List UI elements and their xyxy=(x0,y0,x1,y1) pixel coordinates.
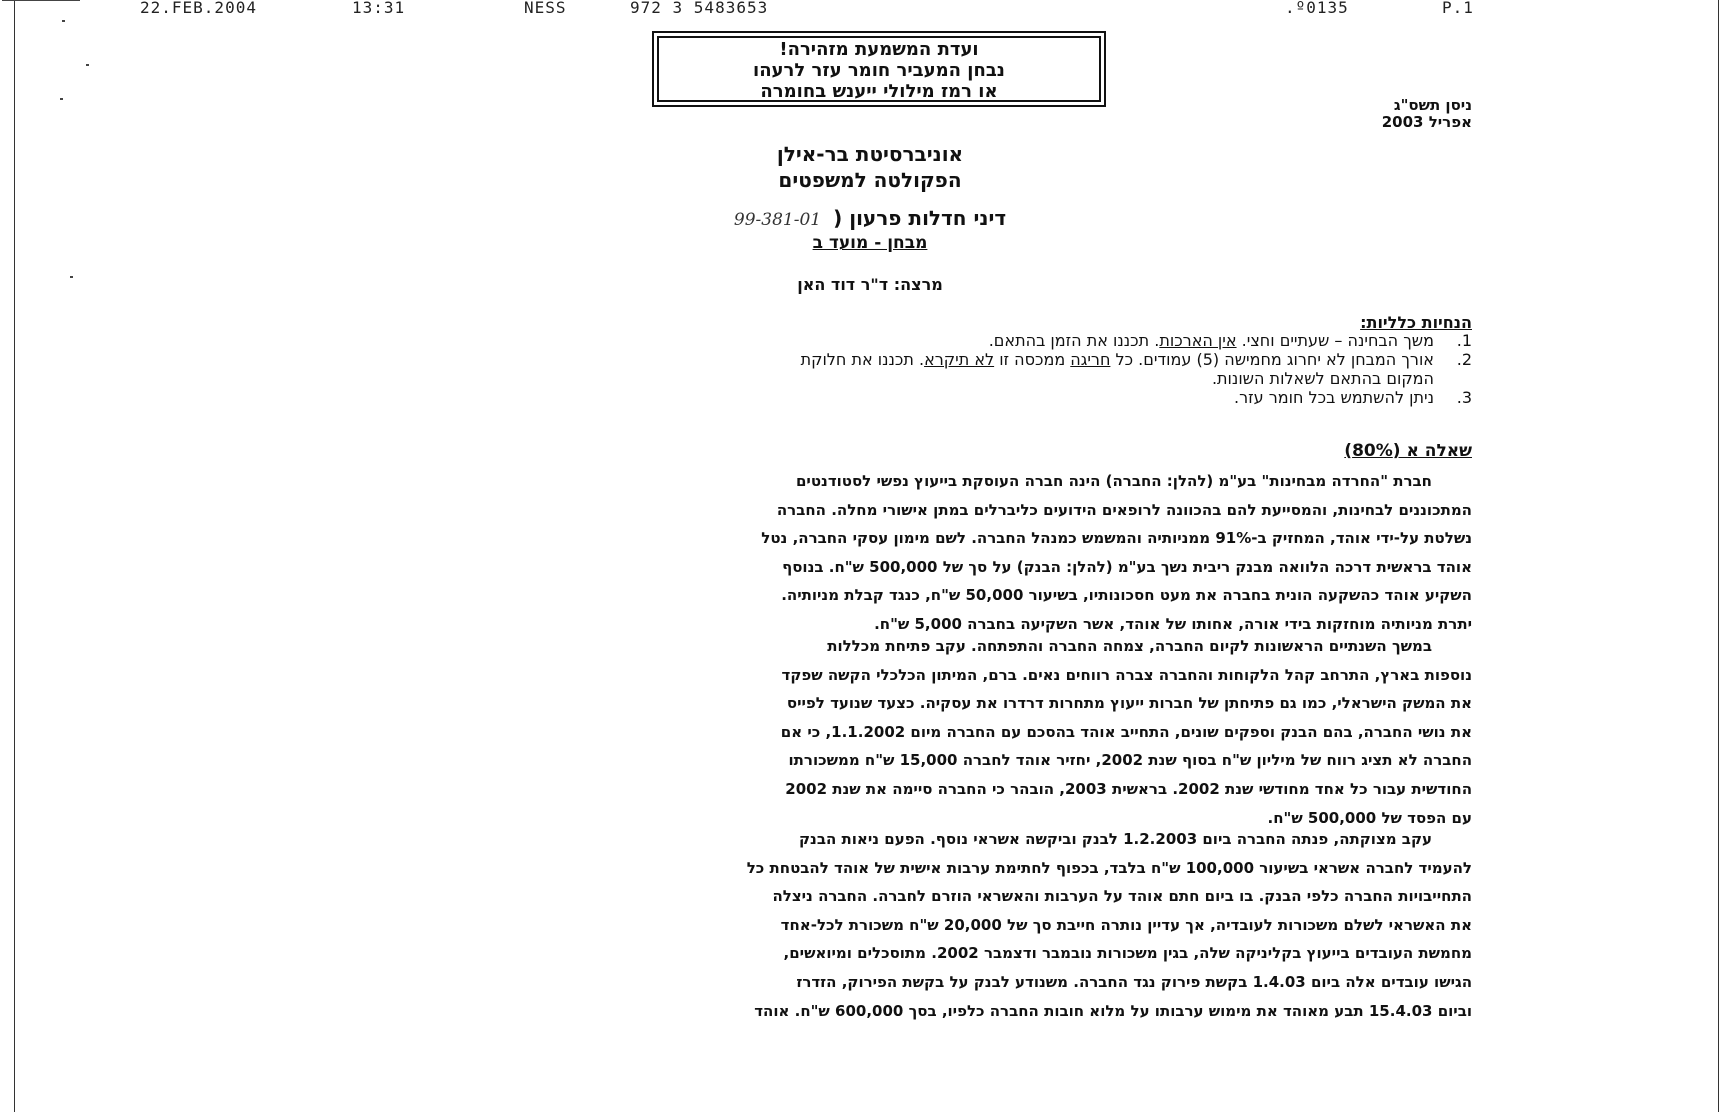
gregorian-date: אפריל 2003 xyxy=(1381,113,1472,131)
question-title: שאלה א (80%) xyxy=(1344,441,1472,461)
paragraph-line: החברה לא תציג רווח של מיליון ש"ח בסוף שנת 2002, יחזיר אוהד לחברה 15,000 ש"ח ממשכורתו xyxy=(788,751,1472,770)
paragraph-line: עקב מצוקתה, פנתה החברה ביום 1.2.2003 לבנק וביקשה אשראי נוסף. הפעם ניאות הבנק xyxy=(798,830,1432,848)
fax-header xyxy=(140,0,1500,16)
paragraph-line: את המשק הישראלי, כמו גם פתיחתן של חברות ייעוץ מתחרות דרדרו את עסקיה. כצעד שנועד לפייס xyxy=(786,694,1472,713)
paragraph-line: במשך השנתיים הראשונות לקיום החברה, צמחה החברה והתפתחה. עקב פתיחת מכללות xyxy=(827,637,1432,655)
item-underlined-text: חריגה xyxy=(1070,350,1111,369)
list-item xyxy=(272,350,1472,388)
question-paragraph xyxy=(296,467,1472,639)
hebrew-date: ניסן תשס"ג xyxy=(1393,96,1472,114)
paragraph-line: נוספות בארץ, התרחב קהל הלקוחות והחברה צברה רווחים נאים. ברם, המיתון הכלכלי הקשה שפקד xyxy=(781,665,1472,684)
fax-ref: .º0135 xyxy=(1285,0,1349,17)
scan-speck xyxy=(86,64,89,66)
paragraph-line: התחייבויות החברה כלפי הבנק. בו ביום חתם אוהד על הערבות והאשראי הוזרם לחברה. החברה ניצלה xyxy=(772,887,1472,906)
date-block xyxy=(1382,97,1472,131)
item-underlined-text: לא תיקרא xyxy=(924,350,995,369)
paragraph-line: וביום 15.4.03 תבע מאוהד את מימוש ערבותו על מלוא חובות החברה כלפיו, בסך 600,000 ש"ח. אוהד xyxy=(754,1001,1472,1020)
warning-stamp-text xyxy=(657,36,1101,102)
paragraph-line: את האשראי לשלם משכורות לעובדיה, אך עדיין נותרה חייבת סך של 20,000 ש"ח משכורת לכל-אחד xyxy=(780,915,1472,934)
paragraph-line: מחמשת העובדים בייעוץ בקליניקה שלה, בגין משכורות נובמבר ודצמבר 2002. מתוסכלים ומיואשים, xyxy=(783,944,1472,963)
paragraph-line: עם הפסד של 500,000 ש"ח. xyxy=(1267,808,1472,827)
university-name: אוניברסיטת בר-אילן xyxy=(776,142,964,166)
scan-edge-left xyxy=(14,0,15,1112)
exam-title: מבחן - מועד ב xyxy=(812,233,928,253)
item-number: 1. xyxy=(1456,331,1472,350)
warning-stamp xyxy=(652,31,1106,107)
handwritten-course-number: 99-381-01 xyxy=(733,210,822,230)
scan-edge-mark xyxy=(2,0,80,1)
item-continuation: המקום בהתאם לשאלות השונות. xyxy=(1211,369,1434,388)
fax-sender: NESS xyxy=(524,0,567,17)
instructions-title: הנחיות כלליות: xyxy=(1360,313,1472,332)
item-number: 3. xyxy=(1456,388,1472,407)
scan-speck xyxy=(62,20,65,22)
paragraph-line: את נושי החברה, בהם הבנק וספקים שונים, התחייב אוהד בהסכם עם החברה מיום 1.1.2002, כי אם xyxy=(780,722,1472,741)
fax-page: P.1 xyxy=(1442,0,1474,17)
list-item xyxy=(272,388,1472,407)
fax-time: 13:31 xyxy=(352,0,406,17)
paragraph-line: השקיע אוהד כהשקעה הונית בחברה את מעט חסכונותיו, בשיעור 50,000 ש"ח, כנגד קבלת מניותיה. xyxy=(781,586,1472,605)
faculty-name: הפקולטה למשפטים xyxy=(778,168,962,192)
stamp-line: ועדת המשמעת מזהירה! xyxy=(779,39,979,60)
item-text: ממכסה זו xyxy=(994,350,1071,369)
item-text: . תכננו את חלוקת xyxy=(800,350,925,369)
lecturer-name: מרצה: ד"ר דוד האן xyxy=(797,275,943,294)
list-item xyxy=(272,331,1472,350)
stamp-line: או רמז מילולי ייענש בחומרה xyxy=(760,81,998,102)
instructions-list xyxy=(272,331,1472,407)
item-number: 2. xyxy=(1456,350,1472,369)
scan-speck xyxy=(60,98,63,100)
scan-edge-right xyxy=(1718,0,1719,1112)
paragraph-line: המתכוננים לבחינות, והמסייעת להם בהכוונה לרופאים הידועים כליברלים במתן אישורי מחלה. החברה xyxy=(776,500,1472,519)
course-title: דיני חדלות פרעון ( xyxy=(833,206,1007,230)
paragraph-line: להעמיד לחברה אשראי בשיעור 100,000 ש"ח בלבד, בכפוף לחתימת ערבות אישית של אוהד להבטחת כל xyxy=(746,858,1472,877)
paragraph-line: יתרת מניותיה מוחזקות בידי אורה, אחותו של אוהד, אשר השקיעה בחברה 5,000 ש"ח. xyxy=(874,614,1472,633)
question-paragraph xyxy=(296,632,1472,832)
paragraph-line: אוהד בראשית דרכה הלוואה מבנק ריבית נשך בע"מ (להלן: הבנק) על סך של 500,000 ש"ח. בנוסף xyxy=(782,557,1472,576)
stamp-line: נבחן המעביר חומר עזר לרעהו xyxy=(753,60,1005,81)
paragraph-line: נשלטת על-ידי אוהד, המחזיק ב-91% ממניותיה והמשמש כמנהל החברה. לשם מימון עסקי החברה, נטל xyxy=(761,529,1472,548)
course-title-line xyxy=(560,207,1180,231)
item-underlined-text: אין הארכות xyxy=(1159,331,1237,350)
question-paragraph xyxy=(296,825,1472,1025)
fax-date: 22.FEB.2004 xyxy=(140,0,257,17)
institution-header xyxy=(560,141,1180,193)
item-text: משך הבחינה – שעתיים וחצי. xyxy=(1236,331,1434,350)
paragraph-line: הגישו עובדים אלה ביום 1.4.03 בקשת פירוק נגד החברה. משנודע לבנק על בקשת הפירוק, הזדרז xyxy=(796,972,1472,991)
fax-phone: 972 3 5483653 xyxy=(630,0,769,17)
paragraph-line: חברת "החרדה מבחינות" בע"מ (להלן: החברה) הינה חברה העוסקת בייעוץ נפשי לסטודנטים xyxy=(795,472,1432,490)
item-text: אורך המבחן לא יחרוג מחמישה (5) עמודים. כל xyxy=(1110,350,1434,369)
paragraph-line: החודשית עבור כל אחד מחודשי שנת 2002. בראשית 2003, הובהר כי החברה סיימה את שנת 2002 xyxy=(785,779,1472,798)
item-text: . תכננו את הזמן בהתאם. xyxy=(988,331,1160,350)
scan-speck xyxy=(70,276,73,278)
item-text: ניתן להשתמש בכל חומר עזר. xyxy=(1234,388,1434,407)
